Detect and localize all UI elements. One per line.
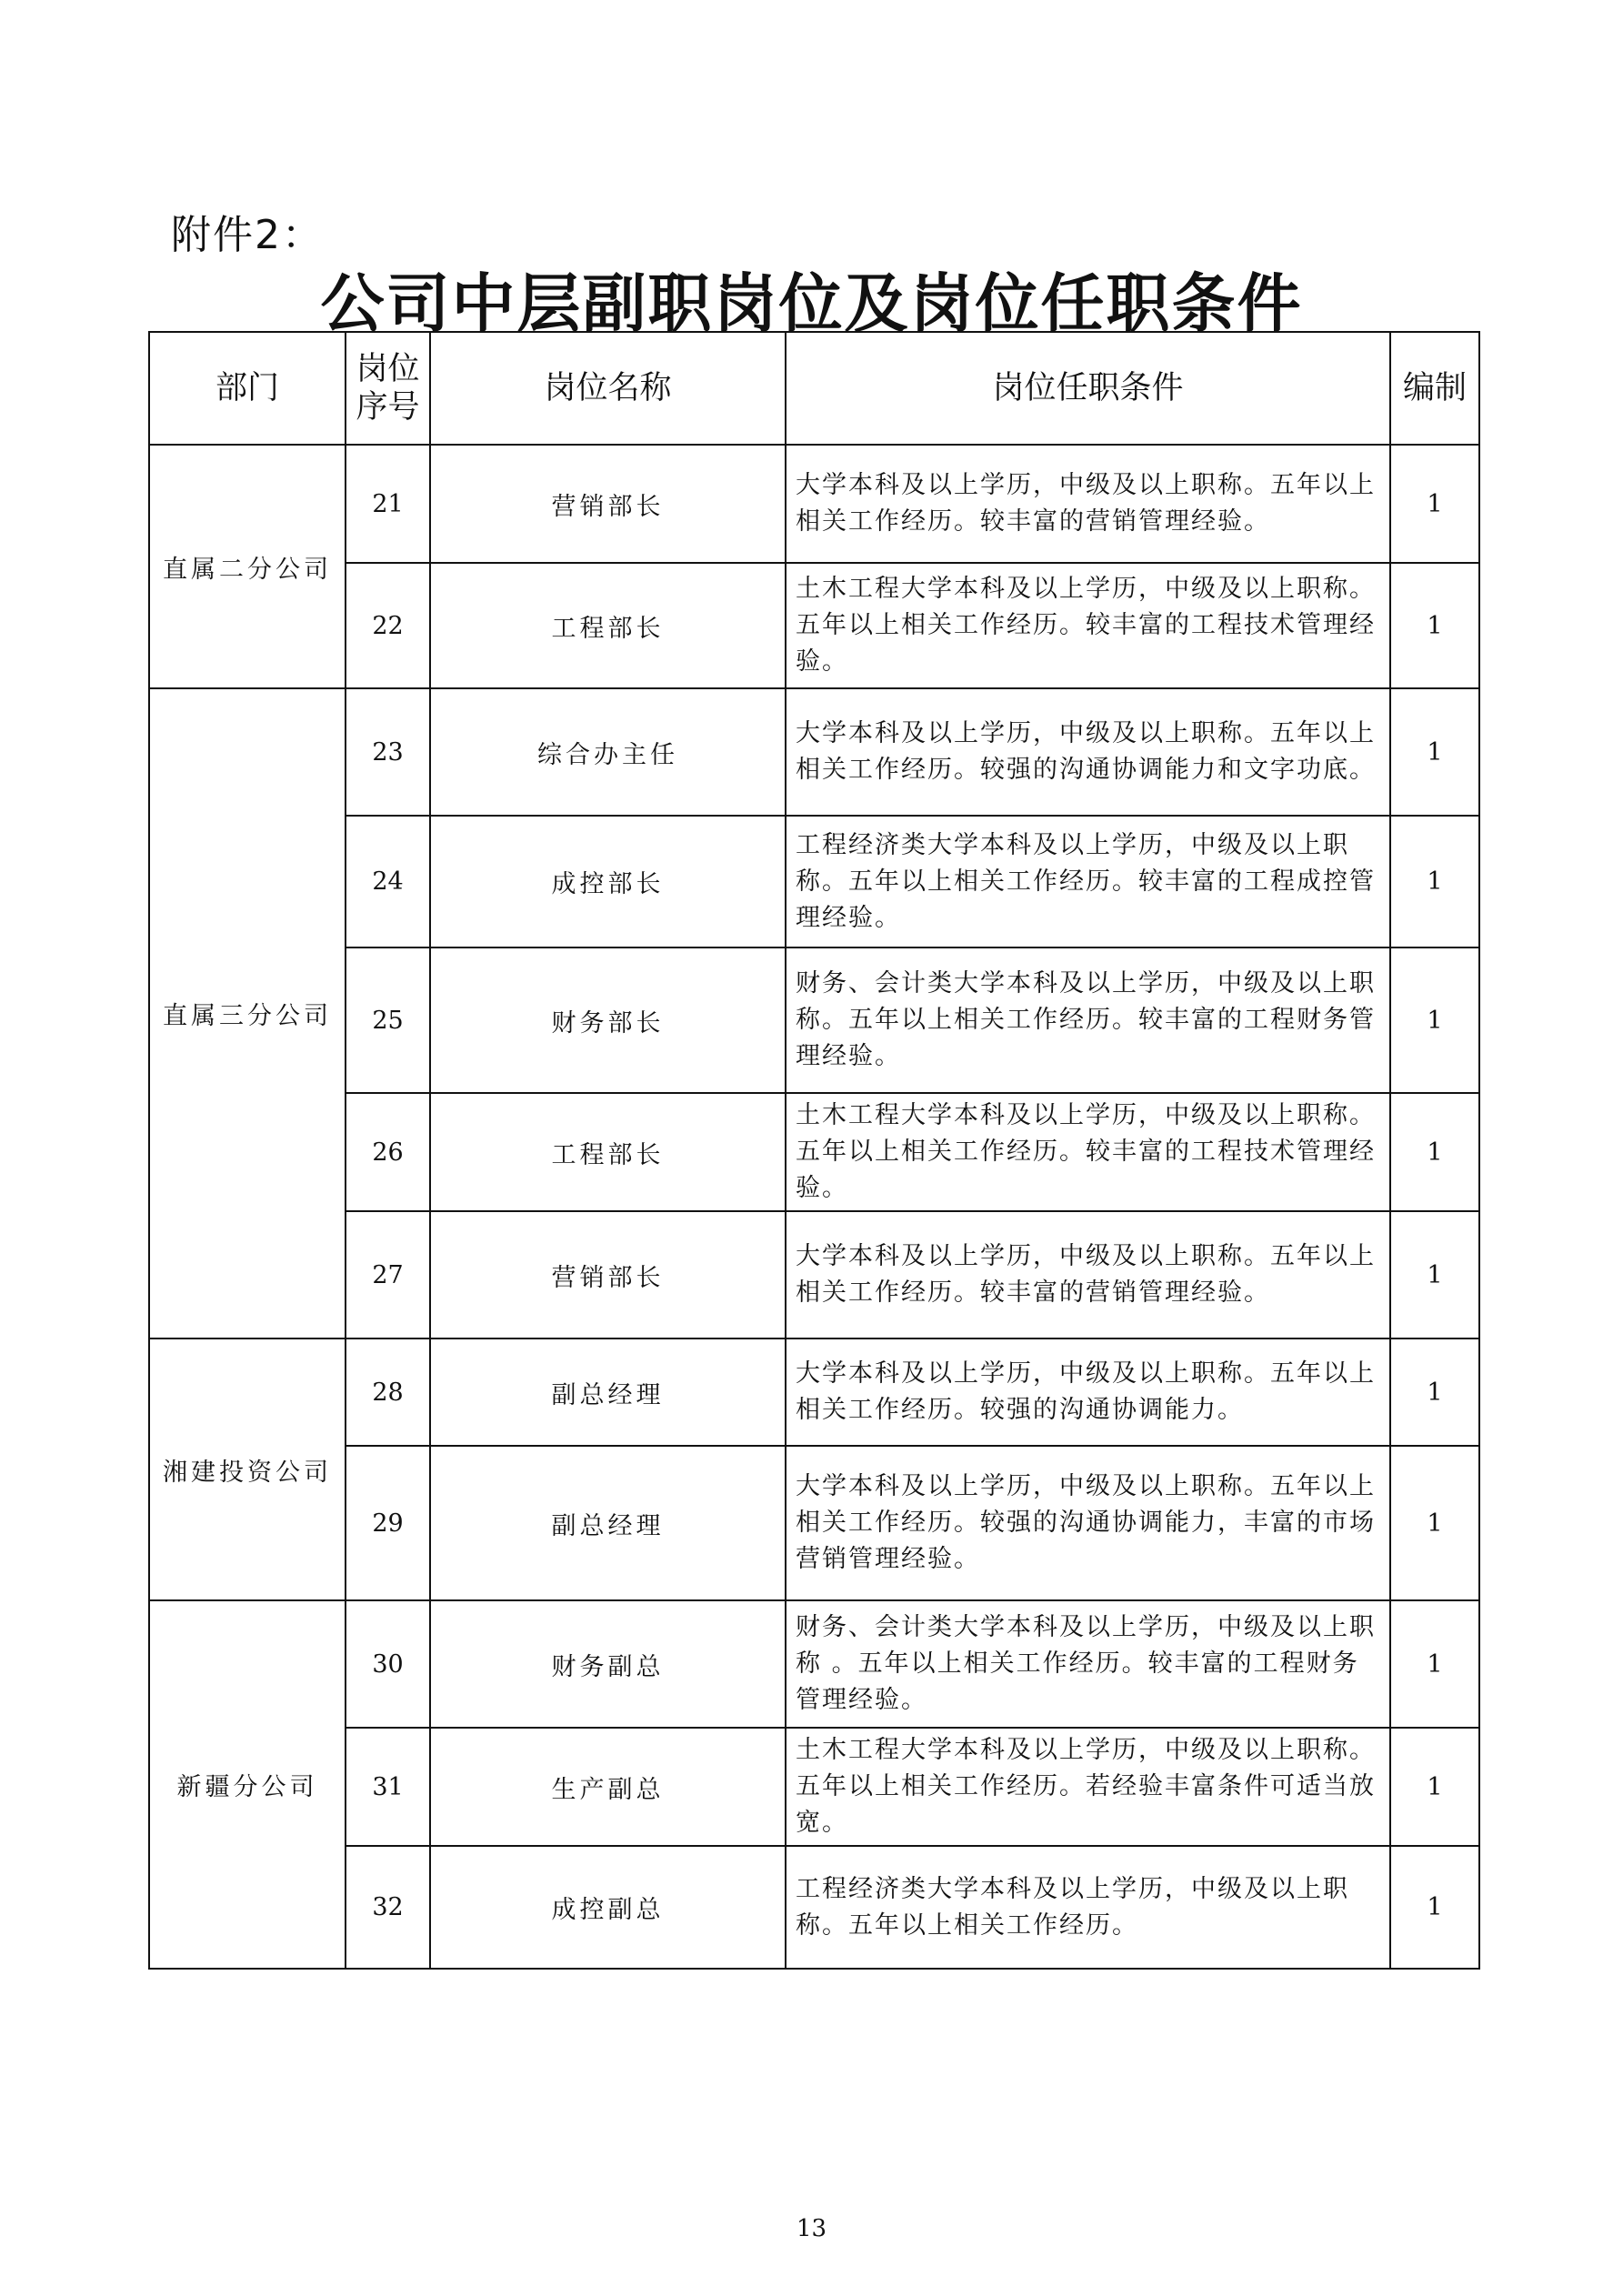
- header-conditions: 岗位任职条件: [786, 332, 1390, 445]
- table-row: [149, 688, 1479, 816]
- position-name-cell: 营销部长: [430, 1211, 786, 1338]
- department-cell: 直属二分公司: [149, 445, 346, 688]
- header-seq: [346, 332, 430, 445]
- position-name-cell: 工程部长: [430, 563, 786, 688]
- attachment-label: 附件2：: [171, 212, 324, 258]
- position-name-cell: 生产副总: [430, 1728, 786, 1846]
- conditions-cell: 土木工程大学本科及以上学历，中级及以上职称。五年以上相关工作经历。若经验丰富条件可适当放宽。: [786, 1728, 1390, 1846]
- quota-cell: 1: [1390, 1446, 1479, 1600]
- conditions-cell: 大学本科及以上学历，中级及以上职称。五年以上相关工作经历。较丰富的营销管理经验。: [786, 445, 1390, 563]
- quota-cell: 1: [1390, 947, 1479, 1093]
- quota-cell: 1: [1390, 1338, 1479, 1446]
- quota-cell: 1: [1390, 1211, 1479, 1338]
- position-name-cell: 副总经理: [430, 1338, 786, 1446]
- conditions-cell: 工程经济类大学本科及以上学历，中级及以上职称。五年以上相关工作经历。较丰富的工程成控管理经验。: [786, 816, 1390, 947]
- table-row: [149, 445, 1479, 563]
- conditions-cell: 大学本科及以上学历，中级及以上职称。五年以上相关工作经历。较强的沟通协调能力和文字功底。: [786, 688, 1390, 816]
- table-row: [149, 1846, 1479, 1969]
- positions-table: [148, 331, 1480, 1970]
- quota-cell: 1: [1390, 445, 1479, 563]
- table-row: [149, 1211, 1479, 1338]
- table-row: [149, 1600, 1479, 1728]
- conditions-cell: 土木工程大学本科及以上学历，中级及以上职称。五年以上相关工作经历。较丰富的工程技术管理经验。: [786, 1093, 1390, 1211]
- seq-cell: 21: [346, 445, 430, 563]
- seq-cell: 24: [346, 816, 430, 947]
- position-name-cell: 财务部长: [430, 947, 786, 1093]
- quota-cell: 1: [1390, 1093, 1479, 1211]
- table-row: [149, 947, 1479, 1093]
- position-name-cell: 综合办主任: [430, 688, 786, 816]
- seq-cell: 28: [346, 1338, 430, 1446]
- seq-cell: 22: [346, 563, 430, 688]
- position-name-cell: 营销部长: [430, 445, 786, 563]
- department-cell: 直属三分公司: [149, 688, 346, 1338]
- table-body: [149, 445, 1479, 1969]
- table-row: [149, 816, 1479, 947]
- department-cell: 新疆分公司: [149, 1600, 346, 1969]
- quota-cell: 1: [1390, 1846, 1479, 1969]
- position-name-cell: 工程部长: [430, 1093, 786, 1211]
- table-row: [149, 1728, 1479, 1846]
- seq-cell: 26: [346, 1093, 430, 1211]
- position-name-cell: 成控部长: [430, 816, 786, 947]
- header-quota: 编制: [1390, 332, 1479, 445]
- quota-cell: 1: [1390, 688, 1479, 816]
- position-name-cell: 副总经理: [430, 1446, 786, 1600]
- quota-cell: 1: [1390, 563, 1479, 688]
- department-cell: 湘建投资公司: [149, 1338, 346, 1600]
- position-name-cell: 成控副总: [430, 1846, 786, 1969]
- seq-cell: 27: [346, 1211, 430, 1338]
- seq-cell: 31: [346, 1728, 430, 1846]
- position-name-cell: 财务副总: [430, 1600, 786, 1728]
- table-header-row: [149, 332, 1479, 445]
- header-position: 岗位名称: [430, 332, 786, 445]
- conditions-cell: 土木工程大学本科及以上学历，中级及以上职称。五年以上相关工作经历。较丰富的工程技术管理经验。: [786, 563, 1390, 688]
- conditions-cell: 大学本科及以上学历，中级及以上职称。五年以上相关工作经历。较强的沟通协调能力，丰富的市场营销管理经验。: [786, 1446, 1390, 1600]
- conditions-cell: 大学本科及以上学历，中级及以上职称。五年以上相关工作经历。较丰富的营销管理经验。: [786, 1211, 1390, 1338]
- seq-cell: 25: [346, 947, 430, 1093]
- header-seq-line2: 序号: [356, 389, 420, 426]
- seq-cell: 32: [346, 1846, 430, 1969]
- quota-cell: 1: [1390, 816, 1479, 947]
- seq-cell: 23: [346, 688, 430, 816]
- conditions-cell: 工程经济类大学本科及以上学历，中级及以上职称。五年以上相关工作经历。: [786, 1846, 1390, 1969]
- page-number: 13: [796, 2215, 827, 2242]
- document-title: 公司中层副职岗位及岗位任职条件: [320, 266, 1303, 341]
- table-row: [149, 563, 1479, 688]
- conditions-cell: 大学本科及以上学历，中级及以上职称。五年以上相关工作经历。较强的沟通协调能力。: [786, 1338, 1390, 1446]
- table-row: [149, 1446, 1479, 1600]
- seq-cell: 30: [346, 1600, 430, 1728]
- seq-cell: 29: [346, 1446, 430, 1600]
- header-department: 部门: [149, 332, 346, 445]
- conditions-cell: 财务、会计类大学本科及以上学历，中级及以上职称。五年以上相关工作经历。较丰富的工程财务管理经验。: [786, 947, 1390, 1093]
- table-row: [149, 1093, 1479, 1211]
- conditions-cell: 财务、会计类大学本科及以上学历，中级及以上职称 。五年以上相关工作经历。较丰富的工程财务管理经验。: [786, 1600, 1390, 1728]
- table-row: [149, 1338, 1479, 1446]
- quota-cell: 1: [1390, 1600, 1479, 1728]
- quota-cell: 1: [1390, 1728, 1479, 1846]
- header-seq-line1: 岗位: [356, 351, 420, 387]
